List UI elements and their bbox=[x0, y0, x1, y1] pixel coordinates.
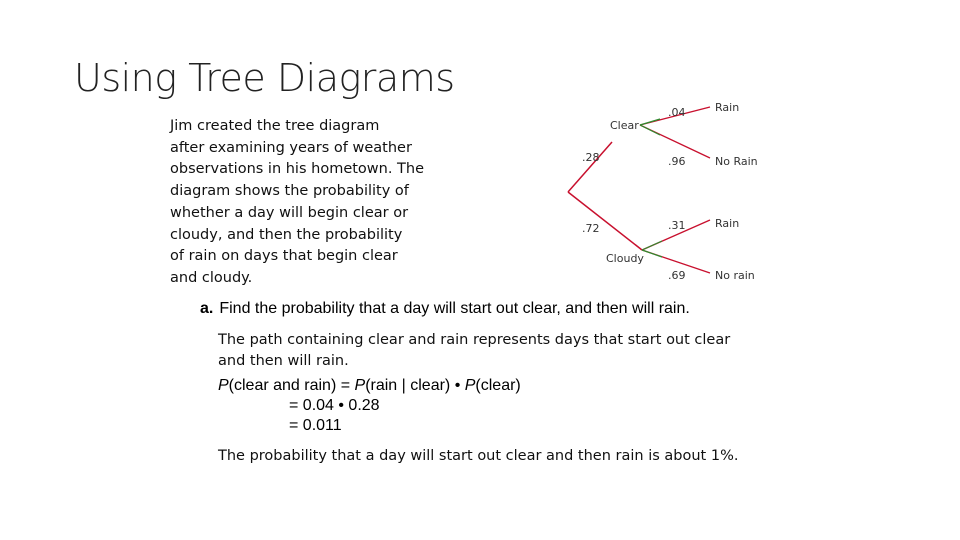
node-cloudy-label: Cloudy bbox=[606, 252, 644, 265]
branch-root-cloudy bbox=[568, 192, 642, 250]
leaf-cloudy-rain-label: Rain bbox=[715, 217, 740, 230]
intro-line: observations in his hometown. The bbox=[170, 161, 425, 178]
branch-root-clear bbox=[568, 142, 612, 192]
intro-line: of rain on days that begin clear bbox=[170, 248, 398, 265]
prob-cloudy-norain: .69 bbox=[668, 269, 686, 282]
explanation-line: and then will rain. bbox=[218, 353, 349, 369]
equals-sign: = bbox=[336, 377, 355, 394]
question-a bbox=[200, 300, 690, 318]
calc-line-3: = 0.011 bbox=[289, 417, 342, 434]
prob-clear: .28 bbox=[582, 151, 600, 164]
intro-line: diagram shows the probability of bbox=[170, 183, 409, 200]
prob-var: P bbox=[464, 377, 476, 394]
prob-cloudy: .72 bbox=[582, 222, 600, 235]
explanation-line: The path containing clear and rain represents days that start out clear bbox=[218, 332, 731, 348]
intro-line: after examining years of weather bbox=[170, 139, 412, 156]
explanation bbox=[218, 330, 758, 372]
calc-text: (clear) bbox=[475, 377, 521, 394]
leaf-clear-rain-label: Rain bbox=[715, 101, 740, 114]
calc-text: (rain | clear) • bbox=[365, 377, 465, 394]
slide-title: Using Tree Diagrams bbox=[74, 56, 455, 100]
branch-tip bbox=[640, 125, 660, 135]
prob-cloudy-rain: .31 bbox=[668, 219, 686, 232]
calc-line-1 bbox=[218, 376, 521, 396]
calc-text: (clear and rain) bbox=[228, 377, 337, 394]
prob-clear-rain: .04 bbox=[668, 106, 686, 119]
conclusion: The probability that a day will start out clear and then rain is about 1%. bbox=[218, 448, 739, 464]
node-clear-label: Clear bbox=[610, 119, 639, 132]
prob-var: P bbox=[354, 377, 366, 394]
intro-paragraph bbox=[170, 116, 432, 290]
intro-line: and cloudy. bbox=[170, 269, 253, 286]
tree-diagram bbox=[560, 95, 770, 290]
calc-line-2: = 0.04 • 0.28 bbox=[289, 397, 380, 414]
intro-line: whether a day will begin clear or bbox=[170, 204, 409, 221]
question-letter: a. bbox=[200, 300, 214, 317]
prob-var: P bbox=[218, 377, 229, 394]
intro-line: Jim created the tree diagram bbox=[170, 118, 380, 134]
branch-tip bbox=[642, 250, 662, 257]
intro-line: cloudy, and then the probability bbox=[170, 226, 403, 243]
branch-tip bbox=[642, 241, 662, 250]
calculation bbox=[218, 376, 521, 436]
prob-clear-norain: .96 bbox=[668, 155, 686, 168]
leaf-clear-norain-label: No Rain bbox=[715, 155, 758, 168]
question-text: Find the probability that a day will start out clear, and then will rain. bbox=[219, 300, 690, 317]
branch-tip bbox=[640, 119, 660, 125]
leaf-cloudy-norain-label: No rain bbox=[715, 269, 755, 282]
